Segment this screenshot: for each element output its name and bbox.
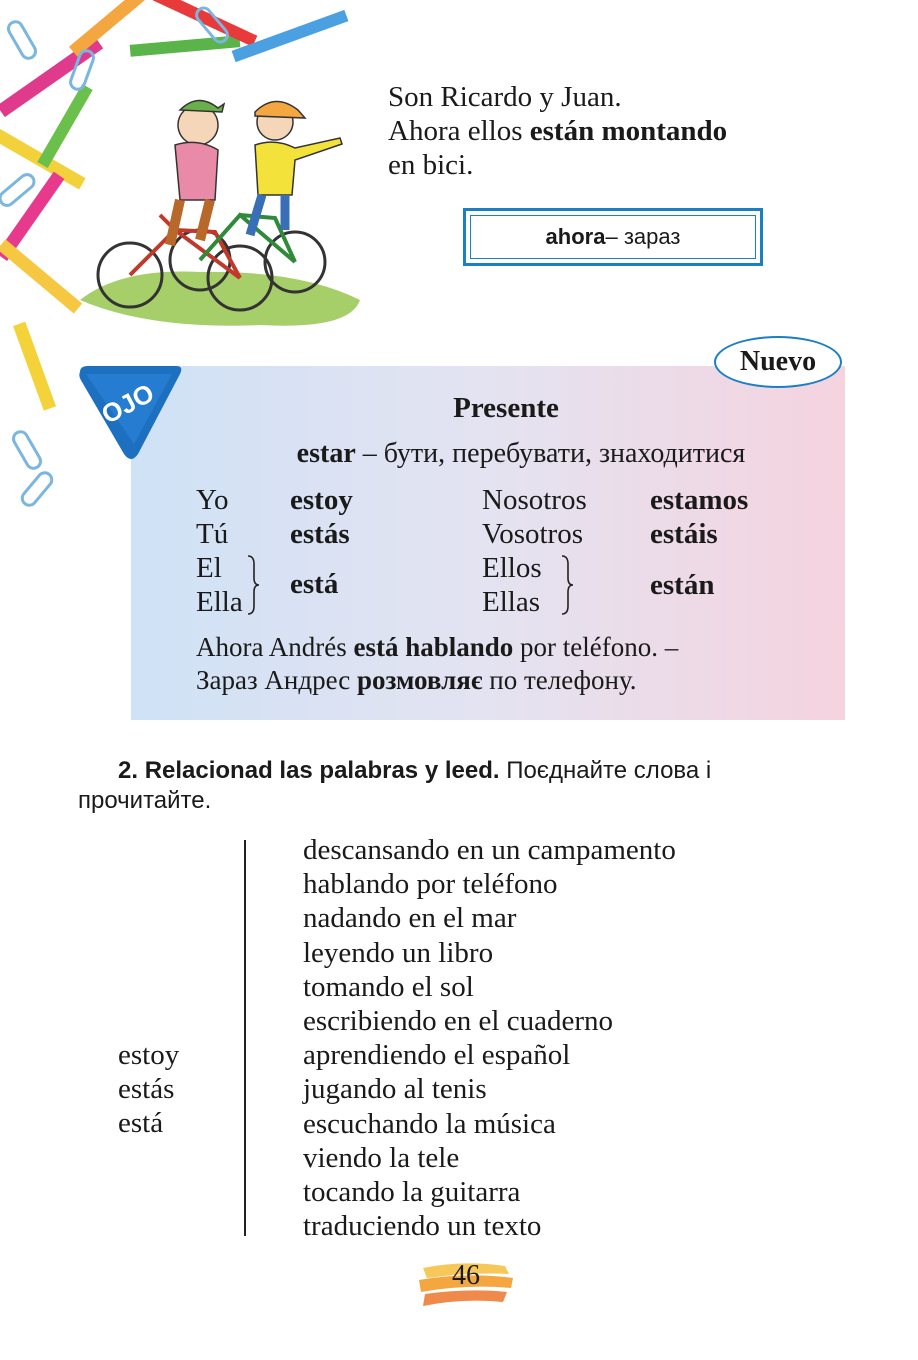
verb-form-item: estoy xyxy=(118,1039,180,1071)
vocab-translation: – зараз xyxy=(605,224,681,249)
exercise-instruction-es: Relacionad las palabras y leed. xyxy=(144,757,500,784)
gerund-phrase-item: traduciendo un texto xyxy=(303,1210,542,1243)
example-uk-post: по телефону. xyxy=(482,665,637,695)
grammar-title: Presente xyxy=(453,392,559,424)
example-uk-bold: розмовляє xyxy=(357,665,483,695)
gerund-phrase-item: jugando al tenis xyxy=(303,1073,487,1106)
intro-line-2-text: Ahora ellos xyxy=(388,115,530,147)
form-nosotros-text: estamos xyxy=(650,484,749,516)
pronoun-tu: Tú xyxy=(196,518,229,550)
form-vosotros xyxy=(650,517,718,551)
form-tu xyxy=(290,517,350,551)
intro-line-3: en bici. xyxy=(388,149,474,181)
pronoun-ellas: Ellas xyxy=(482,586,540,618)
pronoun-yo: Yo xyxy=(196,484,229,516)
gerund-phrase-item: leyendo un libro xyxy=(303,936,494,969)
brace-icon xyxy=(560,554,574,616)
verb-meaning: – бути, перебувати, знаходитися xyxy=(355,438,746,469)
intro-text xyxy=(388,80,727,182)
gerund-phrase-item: tomando el sol xyxy=(303,970,474,1003)
form-el-ella-text: está xyxy=(290,568,339,600)
pronoun-nosotros: Nosotros xyxy=(482,484,587,516)
ojo-label: OJO xyxy=(96,377,159,430)
exercise-number: 2. xyxy=(118,757,139,784)
example-es-post: por teléfono. – xyxy=(513,632,679,662)
pronoun-vosotros: Vosotros xyxy=(482,518,583,550)
vocab-word: ahora xyxy=(545,224,606,249)
verb-form-item: está xyxy=(118,1107,164,1140)
gerund-phrase-item: aprendiendo el español xyxy=(303,1039,571,1072)
verb-forms-list xyxy=(118,1038,179,1141)
intro-line-2 xyxy=(388,114,727,148)
verb-form-item: estás xyxy=(118,1073,175,1106)
nuevo-badge: Nuevo xyxy=(714,336,842,388)
form-vosotros-text: estáis xyxy=(650,518,718,550)
vocab-box xyxy=(463,208,763,266)
gerund-phrase-item: nadando en el mar xyxy=(303,902,517,935)
pronoun-ellos: Ellos xyxy=(482,552,542,584)
exercise-instruction xyxy=(78,756,848,816)
gerund-phrase-item: descansando en un campamento xyxy=(303,834,676,866)
gerund-phrases-list xyxy=(303,833,676,1243)
gerund-phrase-item: escuchando la música xyxy=(303,1107,556,1140)
form-el-ella xyxy=(290,567,338,601)
brace-icon xyxy=(246,554,260,616)
example-uk-pre: Зараз Андрес xyxy=(196,665,357,695)
pronoun-ella: Ella xyxy=(196,586,243,618)
verb-infinitive: estar xyxy=(296,438,356,469)
exercise-instruction-uk: Поєднайте слова і прочитайте. xyxy=(78,757,712,814)
verb-definition xyxy=(131,438,911,470)
gerund-phrase-item: hablando por teléfono xyxy=(303,868,558,901)
vocab-entry xyxy=(470,215,756,259)
page-number: 46 xyxy=(452,1260,480,1291)
example-sentence xyxy=(196,631,830,697)
form-yo xyxy=(290,483,353,517)
example-es-pre: Ahora Andrés xyxy=(196,632,354,662)
pronoun-el: El xyxy=(196,552,222,584)
gerund-phrase-item: tocando la guitarra xyxy=(303,1176,521,1209)
form-yo-text: estoy xyxy=(290,484,353,516)
form-ellos-ellas-text: están xyxy=(650,569,715,601)
form-tu-text: estás xyxy=(290,518,350,550)
gerund-phrase-item: viendo la tele xyxy=(303,1141,460,1174)
intro-highlight: están montando xyxy=(529,115,728,147)
column-divider xyxy=(244,840,246,1236)
gerund-phrase-item: escribiendo en el cuaderno xyxy=(303,1005,613,1038)
form-ellos-ellas xyxy=(650,568,714,602)
example-es-bold: está hablando xyxy=(353,632,514,662)
form-nosotros xyxy=(650,483,748,517)
intro-line-1: Son Ricardo y Juan. xyxy=(388,81,622,113)
